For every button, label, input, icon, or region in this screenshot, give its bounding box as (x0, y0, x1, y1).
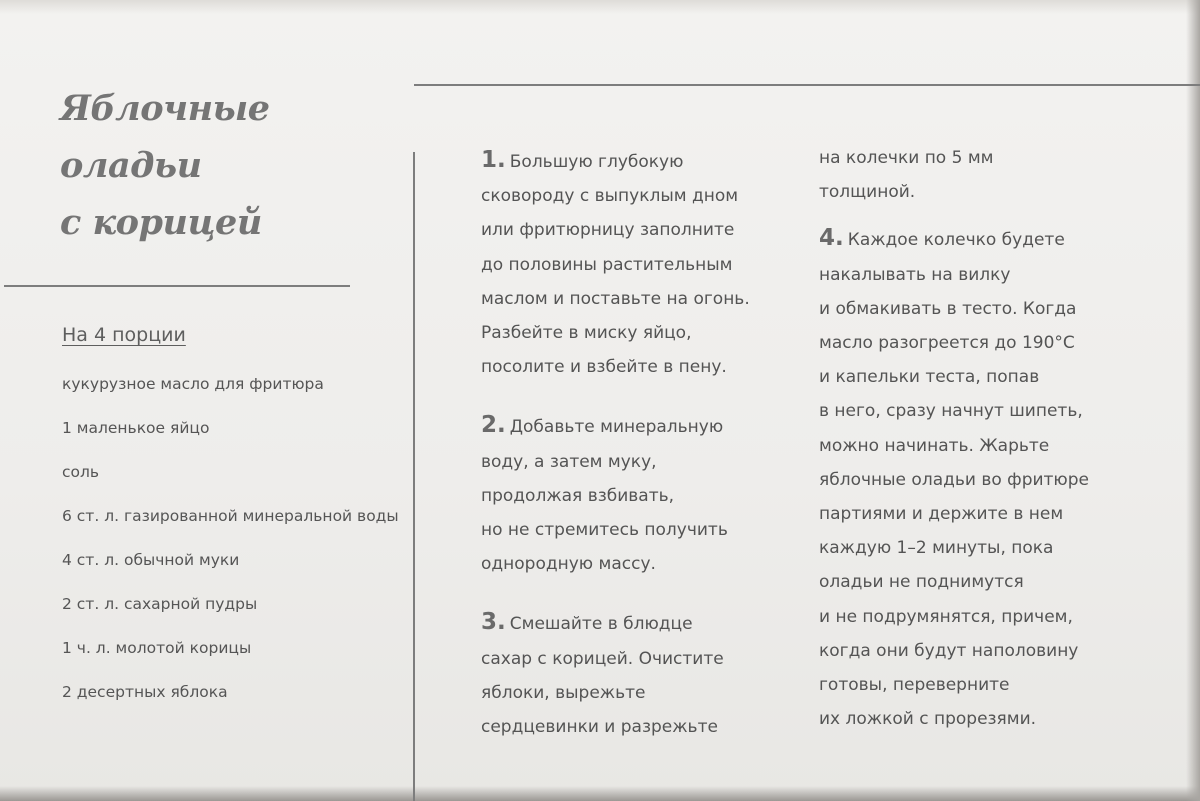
step-3 (481, 605, 801, 744)
ingredient-item: 4 ст. л. обычной муки (62, 551, 240, 569)
ingredient-item: 6 ст. л. газированной минеральной воды (62, 507, 399, 525)
title-line: с корицей (60, 202, 262, 243)
steps-column-right (819, 141, 1149, 736)
step-line: но не стремитесь получить (481, 520, 728, 541)
ingredient-item: кукурузное масло для фритюра (62, 375, 324, 393)
step-line: воду, а затем муку, (481, 451, 657, 472)
step-line: каждую 1–2 минуты, пока (819, 538, 1054, 559)
card-right-edge-shadow (1186, 0, 1200, 801)
ingredient-item: соль (62, 463, 100, 481)
title-line: оладьи (60, 145, 202, 186)
ingredient-item: 1 ч. л. молотой корицы (62, 639, 252, 657)
step-line: толщиной. (819, 182, 916, 203)
step-line: когда они будут наполовину (819, 640, 1079, 661)
step-number: 1. (481, 147, 506, 173)
recipe-title (60, 80, 360, 251)
step-line: маслом и поставьте на огонь. (481, 288, 750, 309)
step-line: 3. Смешайте в блюдце (481, 609, 693, 636)
step-2 (481, 408, 801, 581)
step-line: Разбейте в миску яйцо, (481, 323, 692, 344)
portions-heading: На 4 порции (62, 324, 186, 346)
ingredient-item: 2 ст. л. сахарной пудры (62, 595, 258, 613)
step-number: 3. (481, 609, 506, 636)
step-line: партиями и держите в нем (819, 504, 1064, 525)
step-line: готовы, переверните (819, 675, 1010, 696)
steps-column-middle (481, 143, 801, 744)
ingredient-item: 2 десертных яблока (62, 683, 228, 701)
step-line: сердцевинки и разрежьте (481, 717, 718, 738)
top-right-rule (414, 84, 1200, 86)
step-line: накалывать на вилку (819, 264, 1011, 285)
step-line: и не подрумянятся, причем, (819, 606, 1073, 627)
step-line: яблоки, вырежьте (481, 682, 646, 703)
column-divider-rule (413, 152, 415, 801)
step-line: яблочные оладьи во фритюре (819, 469, 1089, 490)
step-1 (481, 143, 801, 384)
step-line: сахар с корицей. Очистите (481, 648, 724, 669)
step-line: 4. Каждое колечко будете (819, 225, 1065, 252)
step-line: на колечки по 5 мм (819, 148, 994, 168)
step-line: их ложкой с прорезями. (819, 709, 1037, 730)
step-number: 2. (481, 412, 506, 439)
step-line: оладьи не поднимутся (819, 572, 1024, 593)
card-top-edge-shadow (0, 0, 1200, 14)
step-line: масло разогреется до 190°C (819, 333, 1075, 354)
step-line: однородную массу. (481, 554, 656, 575)
step-line: продолжая взбивать, (481, 485, 675, 506)
step-3-continued (819, 141, 1149, 209)
left-section-rule (4, 285, 350, 287)
step-line: и капельки теста, попав (819, 367, 1040, 388)
step-line: или фритюрницу заполните (481, 220, 735, 241)
ingredients-list (62, 372, 407, 724)
step-line: сковороду с выпуклым дном (481, 186, 739, 207)
step-line: в него, сразу начнут шипеть, (819, 401, 1083, 422)
step-line: 1. Большую глубокую (481, 147, 684, 173)
step-number: 4. (819, 225, 844, 252)
step-4 (819, 221, 1149, 736)
step-line: можно начинать. Жарьте (819, 435, 1050, 456)
title-line: Яблочные (60, 88, 270, 129)
step-line: и обмакивать в тесто. Когда (819, 298, 1077, 319)
step-line: 2. Добавьте минеральную (481, 412, 724, 439)
ingredient-item: 1 маленькое яйцо (62, 419, 210, 437)
step-line: посолите и взбейте в пену. (481, 357, 727, 378)
card-bottom-edge-shadow (0, 786, 1200, 801)
step-line: до половины растительным (481, 254, 733, 275)
